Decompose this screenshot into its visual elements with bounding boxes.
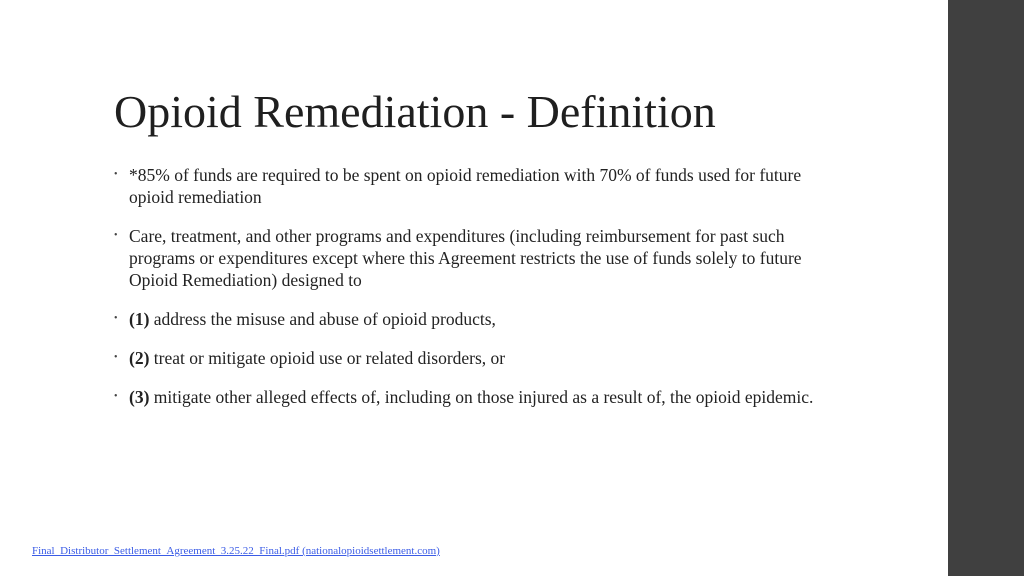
bullet-text: treat or mitigate opioid use or related disorders, or	[149, 348, 506, 368]
bullet-text: mitigate other alleged effects of, including on those injured as a result of, the opioid epidemic.	[149, 387, 814, 407]
bullet-number: (1)	[129, 309, 150, 329]
bullet-text: Care, treatment, and other programs and expenditures (including reimbursement for past such programs or expenditures except where this Agreement restricts the use of funds solely to future Opioid Remediation) designed to	[129, 226, 802, 290]
bullet-item-funds	[114, 164, 824, 208]
bullet-item-3	[114, 386, 824, 408]
bullet-dot-icon: •	[114, 352, 118, 363]
bullet-text: *85% of funds are required to be spent on opioid remediation with 70% of funds used for future opioid remediation	[129, 165, 802, 207]
side-bar	[948, 0, 1024, 576]
bullet-item-2	[114, 347, 824, 369]
bullet-dot-icon: •	[114, 313, 118, 324]
settlement-agreement-link[interactable]: Final_Distributor_Settlement_Agreement_3.25.22_Final.pdf (nationalopioidsettlement.com)	[32, 545, 440, 557]
bullet-dot-icon: •	[114, 169, 118, 180]
bullet-item-1	[114, 308, 824, 330]
bullet-list	[114, 164, 824, 408]
bullet-number: (3)	[129, 387, 150, 407]
bullet-number: (2)	[129, 348, 150, 368]
bullet-dot-icon: •	[114, 230, 118, 241]
bullet-item-care	[114, 225, 824, 291]
slide-title: Opioid Remediation - Definition	[114, 86, 716, 137]
bullet-dot-icon: •	[114, 391, 118, 402]
bullet-text: address the misuse and abuse of opioid products,	[149, 309, 496, 329]
